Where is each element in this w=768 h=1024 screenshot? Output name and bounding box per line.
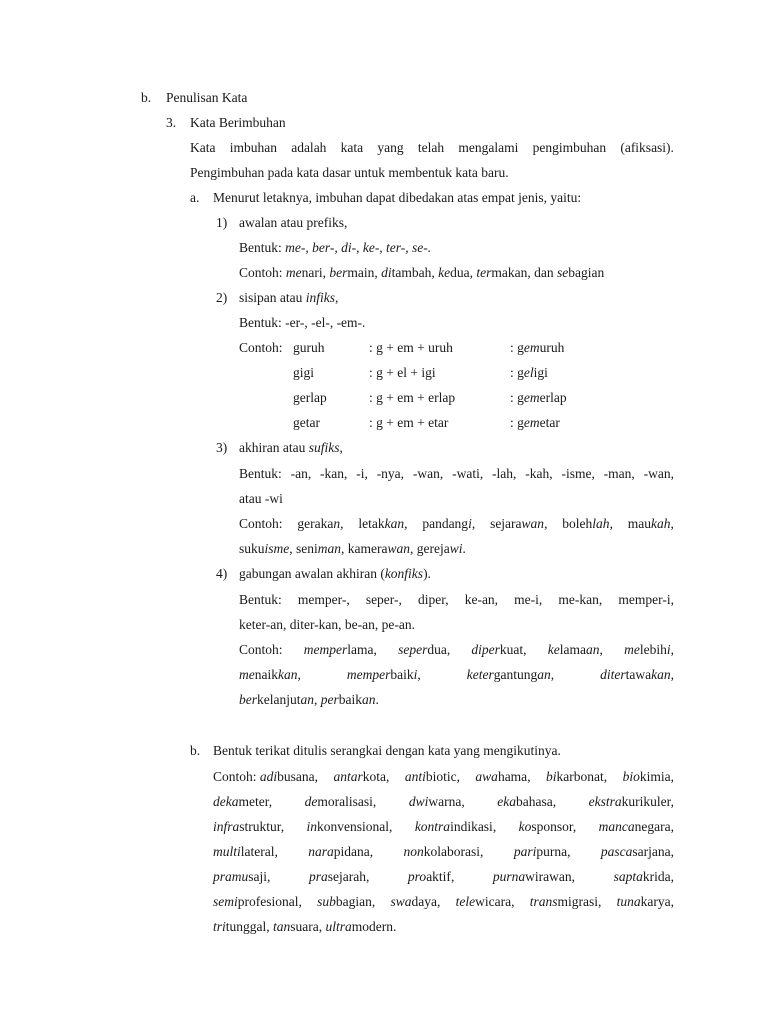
example-word: termakan,	[476, 265, 535, 280]
infix-formula: : g + el + igi	[369, 365, 436, 380]
suffix-form: -wati,	[452, 466, 484, 481]
example-word: kosponsor,	[518, 819, 577, 834]
item1-bentuk: Bentuk: me-, ber-, di-, ke-, ter-, se-.	[239, 240, 432, 255]
example-word: purnawirawan,	[492, 869, 576, 884]
item4-bentuk-line-1	[239, 592, 674, 608]
point-b-example-line	[213, 819, 674, 835]
point-b-example-line	[213, 894, 674, 910]
example-word: perbaikan.	[320, 692, 379, 707]
intro-word: adalah	[291, 140, 327, 155]
example-word: demoralisasi,	[304, 794, 377, 809]
intro-word: yang	[377, 140, 404, 155]
item3-contoh-line-1	[239, 516, 674, 532]
intro-word: (afiksasi).	[620, 140, 674, 155]
point-b-text: Bentuk terikat ditulis serangkai dengan kata yang mengikutinya.	[213, 743, 561, 758]
point-b-marker: b.	[190, 743, 201, 758]
item4-bentuk-line-2: keter-an, diter-kan, be-an, pe-an.	[239, 617, 415, 632]
section-b-marker: b.	[141, 90, 152, 105]
example-word: telewicara,	[455, 894, 515, 909]
infix-base-word: getar	[293, 415, 320, 430]
example-word: pandangi,	[422, 516, 476, 531]
intro-word: kata	[340, 140, 364, 155]
item1-title: awalan atau prefiks,	[239, 215, 348, 230]
point-a-text: Menurut letaknya, imbuhan dapat dibedakan atas empat jenis, yaitu:	[213, 190, 582, 205]
infix-result: : gemetar	[510, 415, 560, 430]
example-word: gerakan,	[297, 516, 344, 531]
item4-contoh-line-1	[239, 642, 674, 658]
suffix-form: -lah,	[492, 466, 517, 481]
example-word: nonkolaborasi,	[403, 844, 484, 859]
intro-word: Kata	[190, 140, 216, 155]
example-word: ketergantungan,	[466, 667, 555, 682]
example-word: swadaya,	[390, 894, 441, 909]
item4-title: gabungan awalan akhiran (konfiks).	[239, 566, 431, 581]
confix-form: me-i,	[514, 592, 543, 607]
example-word: bolehlah,	[562, 516, 613, 531]
suffix-form: -kan,	[320, 466, 348, 481]
example-word: kamerawan,	[347, 541, 417, 556]
intro-word: mengalami	[458, 140, 519, 155]
example-word: subbagian,	[317, 894, 376, 909]
confix-form: me-kan,	[558, 592, 603, 607]
example-word: antarkota,	[333, 769, 390, 784]
example-word: biokimia,	[622, 769, 674, 784]
contoh-label: Contoh:	[239, 516, 283, 531]
infix-base-word: gigi	[293, 365, 315, 380]
intro-word: pengimbuhan	[532, 140, 607, 155]
suffix-form: Bentuk:	[239, 466, 282, 481]
infix-formula: : g + em + erlap	[369, 390, 456, 405]
example-word: Contoh: adibusana,	[213, 769, 319, 784]
example-word: paripurna,	[513, 844, 571, 859]
point-b-example-line	[213, 769, 674, 785]
item3-bentuk-line-1	[239, 466, 674, 482]
suffix-form: -kah,	[525, 466, 553, 481]
example-word: pascasarjana,	[600, 844, 674, 859]
example-word: kedua,	[438, 265, 477, 280]
example-word: mancanegara,	[598, 819, 674, 834]
example-word: tritunggal,	[213, 919, 274, 934]
example-word: seperdua,	[398, 642, 451, 657]
example-word: ekstrakurikuler,	[588, 794, 674, 809]
infix-result: : gemuruh	[510, 340, 565, 355]
section-b-title: Penulisan Kata	[166, 90, 248, 105]
example-word: sejarawan,	[490, 516, 548, 531]
example-word: ekabahasa,	[497, 794, 557, 809]
example-word: gerejawi.	[416, 541, 466, 556]
example-word: berkelanjutan,	[239, 692, 321, 707]
example-word: menari,	[285, 265, 330, 280]
infix-result: : geligi	[510, 365, 548, 380]
example-word: ultramodern.	[325, 919, 397, 934]
example-word: bikarbonat,	[546, 769, 608, 784]
item2-title: sisipan atau infiks,	[239, 290, 339, 305]
item3-marker: 3)	[216, 440, 228, 455]
intro-line-1	[190, 140, 674, 156]
point-b-example-line	[213, 869, 674, 885]
confix-form: memper-i,	[618, 592, 674, 607]
example-word: dwiwarna,	[408, 794, 465, 809]
item3-bentuk-line-2: atau -wi	[239, 491, 283, 506]
example-word: sukuisme,	[239, 541, 297, 556]
intro-word: telah	[417, 140, 445, 155]
item4-contoh-line-2	[239, 667, 674, 683]
example-word: pramusaji,	[213, 869, 271, 884]
example-word: sebagian	[557, 265, 605, 280]
item3-title: akhiran atau sufiks,	[239, 440, 343, 455]
example-word: memperlama,	[303, 642, 377, 657]
confix-form: seper-,	[365, 592, 402, 607]
sub3-marker: 3.	[166, 115, 177, 130]
intro-word: imbuhan	[229, 140, 277, 155]
item3-contoh-line-2	[239, 541, 466, 557]
item2-marker: 2)	[216, 290, 228, 305]
example-word: antibiotic,	[404, 769, 460, 784]
item1-contoh: Contoh: menari, bermain, ditambah, kedua, termakan, dan sebagian	[239, 265, 605, 280]
confix-form: Bentuk:	[239, 592, 282, 607]
point-b-example-line	[213, 919, 396, 935]
item4-marker: 4)	[216, 566, 228, 581]
example-word: dekameter,	[213, 794, 273, 809]
infix-formula: : g + em + etar	[369, 415, 449, 430]
item1-marker: 1)	[216, 215, 228, 230]
example-word: seniman,	[296, 541, 348, 556]
item2-bentuk: Bentuk: -er-, -el-, -em-.	[239, 315, 366, 330]
example-word: bermain,	[329, 265, 382, 280]
example-word: tunakarya,	[616, 894, 674, 909]
example-word: prasejarah,	[308, 869, 370, 884]
example-word: memperbaiki,	[346, 667, 421, 682]
example-word: infrastruktur,	[213, 819, 285, 834]
suffix-form: -wan,	[643, 466, 674, 481]
example-word: maukah,	[627, 516, 674, 531]
example-word: kontraindikasi,	[414, 819, 497, 834]
suffix-form: -an,	[290, 466, 312, 481]
example-word: melebihi,	[624, 642, 674, 657]
example-word: diperkuat,	[471, 642, 527, 657]
example-word: transmigrasi,	[529, 894, 602, 909]
suffix-form: -i,	[356, 466, 368, 481]
example-word: kelamaan,	[547, 642, 603, 657]
point-b-example-line	[213, 794, 674, 810]
example-word: saptakrida,	[613, 869, 674, 884]
confix-form: memper-,	[297, 592, 350, 607]
infix-base-word: guruh	[293, 340, 325, 355]
confix-form: ke-an,	[464, 592, 499, 607]
example-word: tansuara,	[273, 919, 326, 934]
infix-result: : gemerlap	[510, 390, 567, 405]
example-word: menaikkan,	[239, 667, 301, 682]
example-word: multilateral,	[213, 844, 278, 859]
infix-base-word: gerlap	[293, 390, 327, 405]
example-word: semiprofesional,	[213, 894, 302, 909]
point-a-marker: a.	[190, 190, 200, 205]
example-word: proaktif,	[407, 869, 455, 884]
sub3-title: Kata Berimbuhan	[190, 115, 286, 130]
contoh-label: Contoh:	[239, 642, 283, 657]
suffix-form: -man,	[603, 466, 635, 481]
point-b-example-line	[213, 844, 674, 860]
infix-formula: : g + em + uruh	[369, 340, 453, 355]
example-word: ditertawakan,	[600, 667, 674, 682]
example-word: narapidana,	[308, 844, 374, 859]
item4-contoh-line-3	[239, 692, 379, 708]
example-word: letakkan,	[358, 516, 408, 531]
suffix-form: -nya,	[376, 466, 405, 481]
example-word: awahama,	[475, 769, 531, 784]
confix-form: diper,	[418, 592, 449, 607]
intro-line-2: Pengimbuhan pada kata dasar untuk membentuk kata baru.	[190, 165, 509, 180]
example-word: inkonvensional,	[306, 819, 393, 834]
suffix-form: -wan,	[412, 466, 444, 481]
item2-contoh-label: Contoh:	[239, 340, 283, 355]
example-word: ditambah,	[381, 265, 439, 280]
suffix-form: -isme,	[561, 466, 595, 481]
